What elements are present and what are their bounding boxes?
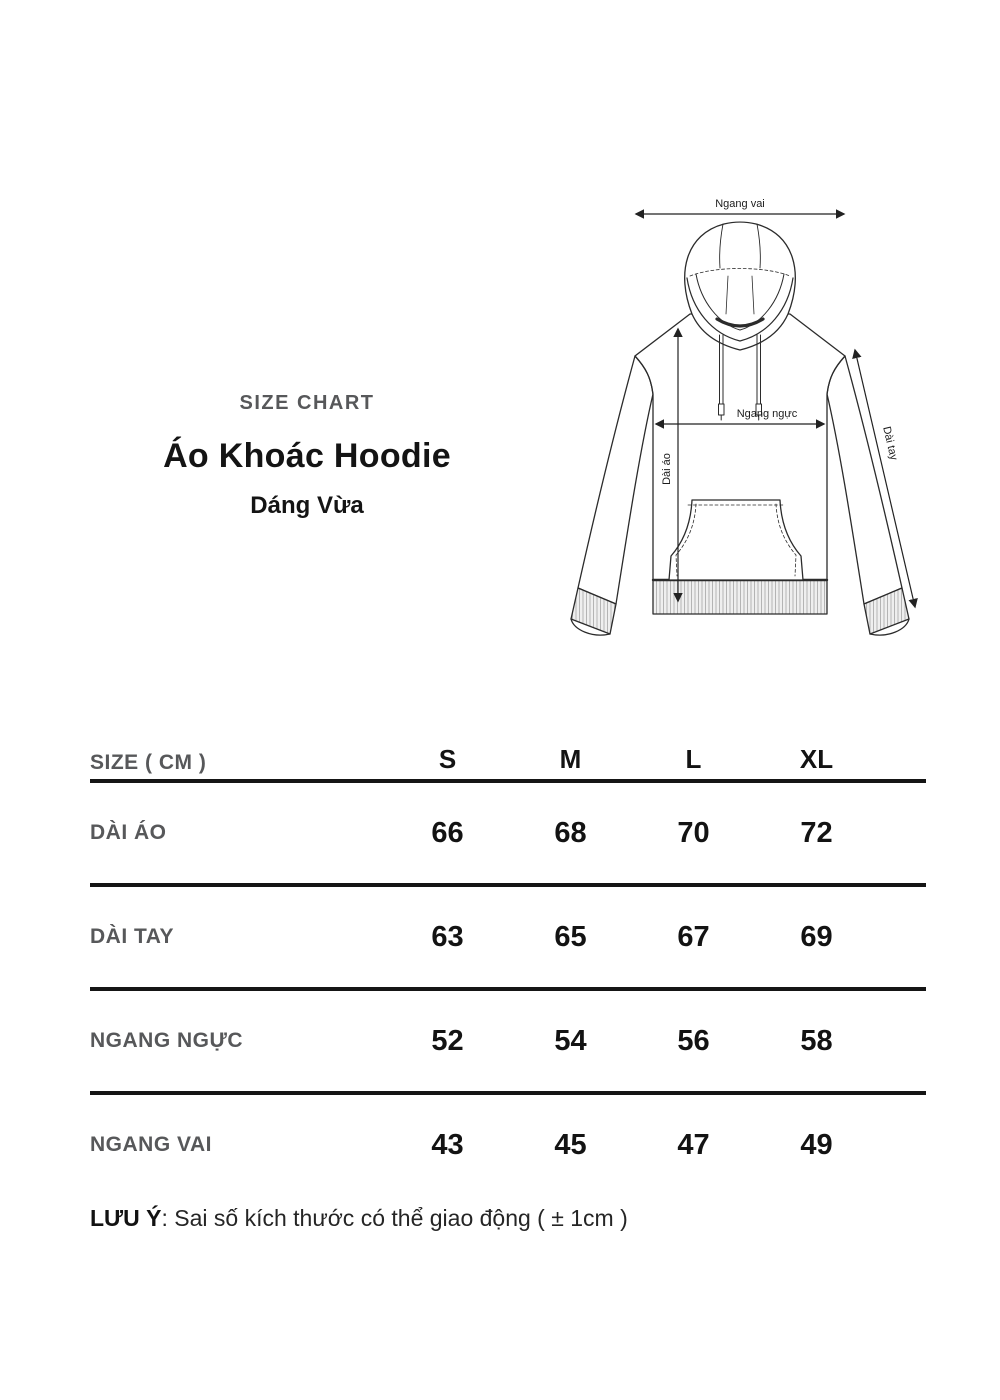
cell-value: 54	[554, 1024, 587, 1057]
measurement-row-dai-ao	[90, 783, 926, 887]
cell-value: 69	[800, 920, 833, 953]
header-block	[110, 392, 504, 520]
body-length-label: Dài áo	[661, 453, 673, 485]
note-text: : Sai số kích thước có thể giao động ( ± 1cm )	[161, 1205, 628, 1231]
cell-value: 49	[800, 1128, 833, 1161]
measurement-row-dai-tay	[90, 887, 926, 991]
size-column-xl: XL	[799, 744, 834, 774]
hoodie-line-art	[571, 222, 909, 635]
measurement-row-ngang-vai	[90, 1095, 926, 1195]
cell-value: 45	[554, 1128, 587, 1161]
cell-value: 66	[431, 816, 464, 849]
size-chart-eyebrow: SIZE CHART	[239, 392, 375, 414]
product-title: Áo Khoác Hoodie	[163, 437, 451, 475]
cell-value: 63	[431, 920, 464, 953]
cell-value: 67	[677, 920, 710, 953]
cell-value: 72	[800, 816, 833, 849]
size-table-header	[90, 725, 926, 783]
cell-value: 43	[431, 1128, 464, 1161]
cell-value: 58	[800, 1024, 833, 1057]
sleeve-length-label: Dài tay	[880, 425, 900, 462]
row-label: NGANG NGỰC	[90, 1029, 244, 1052]
cell-value: 68	[554, 816, 587, 849]
left-sleeve	[578, 356, 653, 604]
fit-subtitle: Dáng Vừa	[250, 492, 364, 519]
hoodie-diagram	[540, 178, 960, 658]
shoulder-width-label: Ngang vai	[715, 198, 765, 210]
size-column-m: M	[559, 744, 582, 774]
cell-value: 65	[554, 920, 587, 953]
measurement-row-ngang-nguc	[90, 991, 926, 1095]
size-column-s: S	[438, 744, 457, 774]
size-unit-header: SIZE ( CM )	[90, 751, 207, 774]
row-label: DÀI ÁO	[90, 821, 167, 844]
cell-value: 70	[677, 816, 710, 849]
cell-value: 47	[677, 1128, 710, 1161]
row-label: NGANG VAI	[90, 1133, 212, 1156]
chest-width-label: Ngang ngực	[736, 408, 798, 420]
cell-value: 52	[431, 1024, 464, 1057]
tolerance-note	[90, 1205, 628, 1232]
size-column-l: L	[685, 744, 702, 774]
hem-rib	[653, 580, 827, 614]
size-table	[90, 725, 926, 1195]
note-label: LƯU Ý	[90, 1205, 162, 1231]
cell-value: 56	[677, 1024, 710, 1057]
row-label: DÀI TAY	[90, 925, 175, 948]
